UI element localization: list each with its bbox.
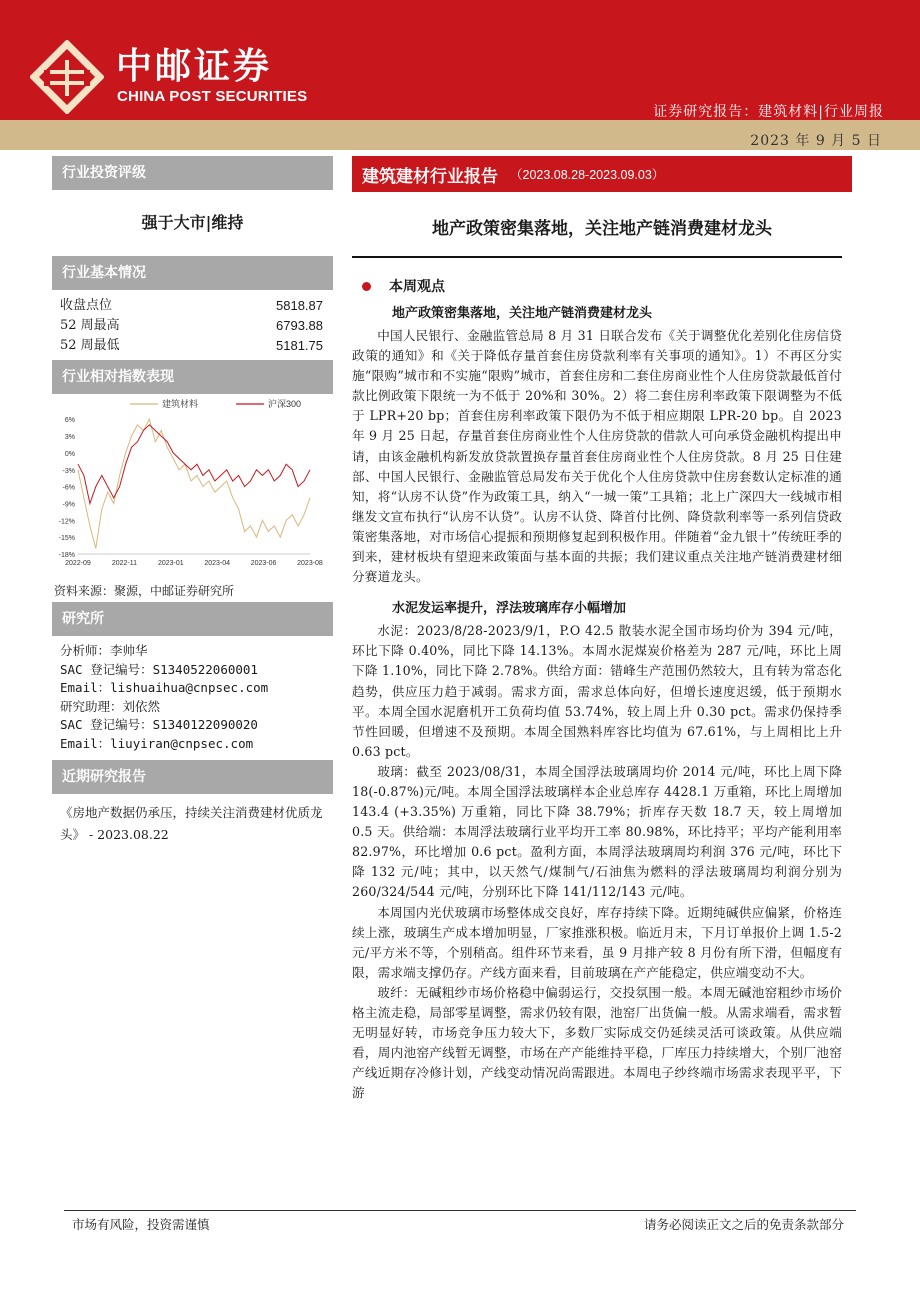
performance-line-chart (52, 394, 333, 580)
bullet-dot-icon (362, 282, 371, 291)
legend-label: 建筑材料 (162, 399, 199, 409)
info-row (52, 316, 333, 336)
info-label: 收盘点位 (60, 298, 113, 313)
paragraph-glass: 玻璃：截至 2023/08/31，本周全国浮法玻璃周均价 2014 元/吨，环比上周下降 18(-0.87%)元/吨。本周全国浮法玻璃样本企业总库存 4428.1 万重箱，环比上周增加 143.4 (+3.35%) 万重箱，同比下降 38.79%；折库存天数 18.7 天，较上周增加 0.5 天。供给端：本周浮法玻璃行业平均开工率 80.98%，环比持平；平均产能利用率 82.97%，环比增加 0.6 pct。盈利方面，本周浮法玻璃周均利润 376 元/吨，环比下降 132 元/吨；其中，以天然气/煤制气/石油焦为燃料的浮法玻璃周均利润分别为 260/324/544 元/吨，分别环比下降 141/112/143 元/吨。 (352, 763, 842, 900)
paragraph-policy: 中国人民银行、金融监管总局 8 月 31 日联合发布《关于调整优化差别化住房信贷政策的通知》和《关于降低存量首套住房贷款利率有关事项的通知》。1）不再区分实施“限购”城市和不实施“限购”城市，首套住房和二套住房商业性个人住房贷款最低首付款比例政策下限统一为不低于 20%和 30%。2）将二套住房利率政策下限调整为不低于 LPR+20 bp；首套住房利率政策下限仍为不低于相应期限 LPR-20 bp。自 2023 年 9 月 25 日起，存量首套住房商业性个人住房贷款的借款人可向承贷金融机构提出申请，由该金融机构新发放贷款置换存量首套住房商业性个人住房贷款。8 月 25 日住建部、中国人民银行、金融监管总局发布关于优化个人住房贷款中住房套数认定标准的通知，将“认房不认贷”作为政策工具，纳入“一城一策”工具箱；北上广深四大一线城市相继发文宣布执行“认房不认贷”。认房不认贷、降首付比例、降贷款利率等一系列信贷政策密集落地，对市场信心提振和预期修复起到积极作用。伴随着“金九银十”传统旺季的到来，建材板块有望迎来政策面与基本面的共振；我们建议重点关注地产链消费建材细分赛道龙头。 (352, 328, 842, 585)
info-value: 5818.87 (276, 298, 323, 313)
analyst-sac: SAC 登记编号：S1340522060001 (60, 661, 258, 677)
rating-header: 行业投资评级 (52, 156, 333, 190)
recent-reports-header: 近期研究报告 (52, 760, 333, 794)
paragraph-cement: 水泥：2023/8/28-2023/9/1，P.O 42.5 散装水泥全国市场均价为 394 元/吨，环比下降 0.40%，同比下降 14.13%。本周水泥煤炭价格差为 287 元/吨，环比上周下降 1.10%，同比下降 2.78%。供给方面：错峰生产范围仍然较大，且有转为常态化趋势，供应压力趋于减弱。需求方面，需求总体向好，但增长速度迟缓，低于预期水平。本周全国水泥磨机开工负荷均值 53.74%，较上周上升 0.30 pct。需求仍保持季节性回暖，但增速不及预期。本周全国熟料库容比均值为 67.61%，与上周相比上升 0.63 pct。 (352, 623, 842, 759)
x-tick-label: 2023-08 (297, 560, 323, 567)
legend-label: 沪深300 (268, 399, 302, 409)
investment-rating: 强于大市|维持 (141, 213, 244, 232)
analyst-name: 分析师：李帅华 (60, 643, 148, 658)
assistant-name: 研究助理：刘依然 (60, 698, 161, 714)
article-body (352, 302, 842, 1103)
y-tick-label: 0% (64, 450, 75, 458)
page-footer (64, 1210, 856, 1236)
report-date: 2023 年 9 月 5 日 (750, 133, 882, 149)
research-header: 研究所 (52, 602, 333, 636)
basic-info-header: 行业基本情况 (52, 256, 333, 290)
y-tick-label: -6% (62, 484, 75, 492)
info-row (52, 336, 333, 356)
paragraph-pv-glass: 本周国内光伏玻璃市场整体成交良好，库存持续下降。近期纯碱供应偏紧，价格连续上涨，玻璃生产成本增加明显，厂家推涨积极。临近月末，下月订单报价上调 1.5-2 元/平方米不等，个别稍高。组件环节来看，虽 9 月排产较 8 月份有所下滑，但幅度有限，需求端支撑仍存。产线方面来看，目前玻璃在产产能稳定，供应端变动不大。 (352, 904, 842, 980)
x-tick-label: 2023-04 (204, 560, 231, 567)
y-tick-label: -15% (58, 535, 75, 543)
info-value: 5181.75 (276, 338, 323, 353)
series-line (78, 425, 310, 504)
relative-performance-chart (52, 394, 333, 580)
info-label: 52 周最高 (60, 318, 120, 333)
report-period: （2023.08.28-2023.09.03） (510, 168, 665, 182)
y-tick-label: -12% (58, 518, 75, 526)
chart-source: 资料来源：聚源，中邮证券研究所 (54, 584, 235, 598)
info-value: 6793.88 (276, 318, 323, 333)
subheading-policy: 地产政策密集落地，关注地产链消费建材龙头 (392, 306, 653, 321)
main-content (352, 156, 852, 1101)
info-row (52, 296, 333, 316)
subheading-cement-glass: 水泥发运率提升，浮法玻璃库存小幅增加 (392, 601, 627, 617)
paragraph-fiberglass: 玻纤：无碱粗纱市场价格稳中偏弱运行，交投氛围一般。本周无碱池窑粗纱市场价格主流走稳，局部零星调整，需求仍较有限，池窑厂出货偏一般。从需求端看，需求暂无明显好转，市场竞争压力较大下，多数厂实际成交仍延续灵活可谈政策。从供应端看，周内池窑产线暂无调整，市场在产产能维持平稳，厂库压力持续增大，个别厂池窑产线近期存冷修计划，产线变动情况尚需跟进。本周电子纱终端市场需求表现平平，下游 (352, 984, 842, 1101)
report-type: 证券研究报告：建筑材料|行业周报 (653, 104, 884, 120)
report-title-bar (352, 156, 852, 192)
section-heading (362, 276, 445, 296)
report-title: 建筑建材行业报告 (362, 166, 498, 187)
series-line (78, 419, 310, 548)
risk-warning: 市场有风险，投资需谨慎 (72, 1216, 210, 1232)
disclaimer-note: 请务必阅读正文之后的免责条款部分 (643, 1216, 844, 1232)
x-tick-label: 2022-09 (65, 560, 91, 567)
page-header (0, 0, 920, 150)
y-tick-label: -9% (62, 501, 75, 509)
x-tick-label: 2022-11 (111, 560, 137, 567)
left-sidebar (52, 156, 333, 846)
headline: 地产政策密集落地，关注地产链消费建材龙头 (432, 219, 772, 239)
y-tick-label: -18% (58, 552, 75, 559)
y-tick-label: -3% (62, 467, 75, 475)
china-post-logo-icon (30, 40, 104, 114)
relative-performance-header: 行业相对指数表现 (52, 360, 333, 394)
section-title: 本周观点 (389, 279, 445, 295)
y-tick-label: 6% (64, 417, 75, 425)
recent-report-item[interactable]: 《房地产数据仍承压，持续关注消费建材优质龙头》 - 2023.08.22 (60, 804, 323, 842)
headline-divider (352, 256, 842, 258)
x-tick-label: 2023-06 (250, 560, 277, 567)
assistant-sac: SAC 登记编号：S1340122090020 (60, 717, 258, 733)
brand-english-name: CHINA POST SECURITIES (117, 88, 308, 105)
assistant-email[interactable]: Email：liuyiran@cnpsec.com (60, 735, 254, 751)
y-tick-label: 3% (64, 434, 75, 442)
analyst-email[interactable]: Email：lishuaihua@cnpsec.com (60, 680, 269, 696)
brand-chinese-name: 中邮证券 (116, 46, 273, 87)
info-label: 52 周最低 (60, 338, 120, 353)
x-tick-label: 2023-01 (157, 560, 184, 567)
